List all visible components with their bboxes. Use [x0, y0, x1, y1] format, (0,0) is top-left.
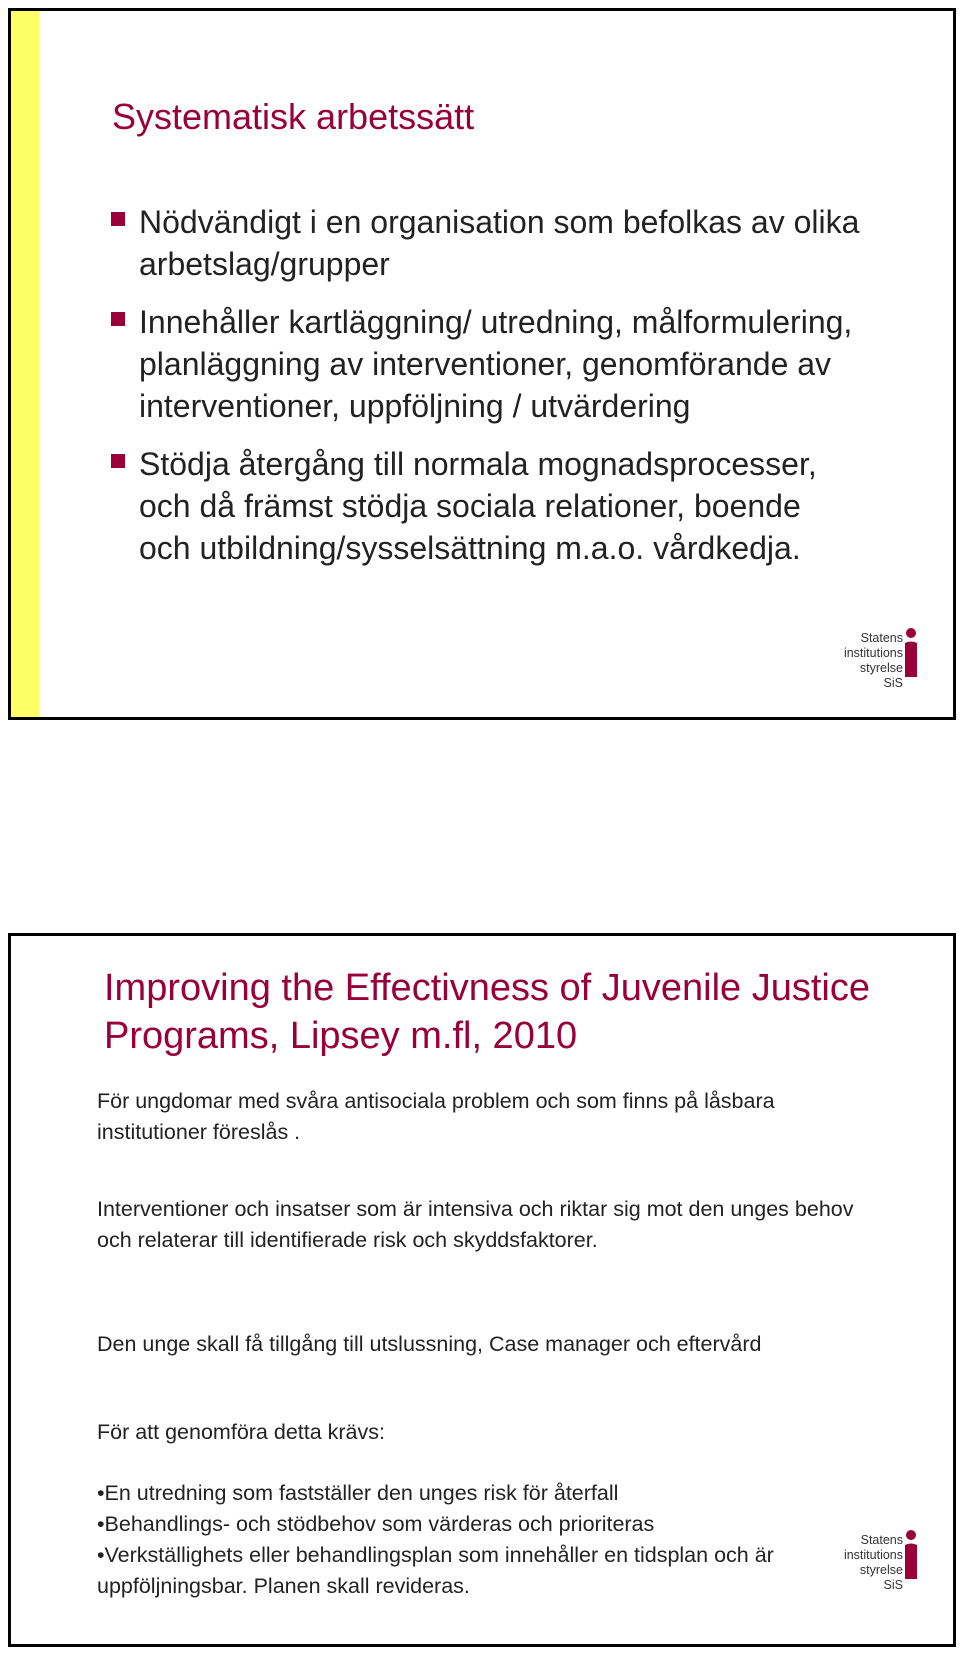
- square-bullet-icon: [111, 212, 125, 226]
- sis-logo: Statens institutions styrelse SiS: [839, 627, 929, 687]
- slide-improving-effectivness: [8, 933, 956, 1647]
- paragraph: För ungdomar med svåra antisociala problem och som finns på låsbara institutioner föreslås .: [97, 1089, 775, 1144]
- square-bullet-icon: [111, 312, 125, 326]
- list-item: •En utredning som fastställer den unges risk för återfall: [97, 1481, 619, 1505]
- slide-title: Systematisk arbetssätt: [112, 96, 475, 137]
- list-item: •Verkställighets eller behandlingsplan som innehåller en tidsplan och är uppföljningsbar. Planen skall revideras.: [97, 1543, 774, 1598]
- bullet-item: Innehåller kartläggning/ utredning, målformulering, planläggning av interventioner, genomförande av interventioner, uppföljning / utvärdering: [111, 301, 861, 427]
- sis-i-icon: [901, 1529, 921, 1581]
- list-item: •Behandlings- och stödbehov som värderas och prioriteras: [97, 1512, 655, 1536]
- paragraph: Den unge skall få tillgång till utslussning, Case manager och eftervård: [97, 1332, 762, 1356]
- square-bullet-icon: [111, 454, 125, 468]
- slide-systematisk-arbetssatt: [8, 8, 956, 720]
- bullet-item: Nödvändigt i en organisation som befolkas av olika arbetslag/grupper: [111, 201, 861, 285]
- sis-i-icon: [901, 627, 921, 679]
- paragraph: Interventioner och insatser som är intensiva och riktar sig mot den unges behov och relaterar till identifierade risk och skyddsfaktorer.: [97, 1197, 854, 1252]
- accent-bar: [11, 11, 39, 717]
- bullet-list: [111, 201, 861, 585]
- paragraph: För att genomföra detta krävs:: [97, 1420, 385, 1444]
- slide-title: Improving the Effectivness of Juvenile Justice Programs, Lipsey m.fl, 2010: [104, 967, 871, 1057]
- sis-logo: Statens institutions styrelse SiS: [839, 1529, 929, 1589]
- bullet-item: Stödja återgång till normala mognadsprocesser, och då främst stödja sociala relationer, boende och utbildning/sysselsättning m.a.o. vårdkedja.: [111, 443, 861, 569]
- requirements-list: [97, 1478, 877, 1602]
